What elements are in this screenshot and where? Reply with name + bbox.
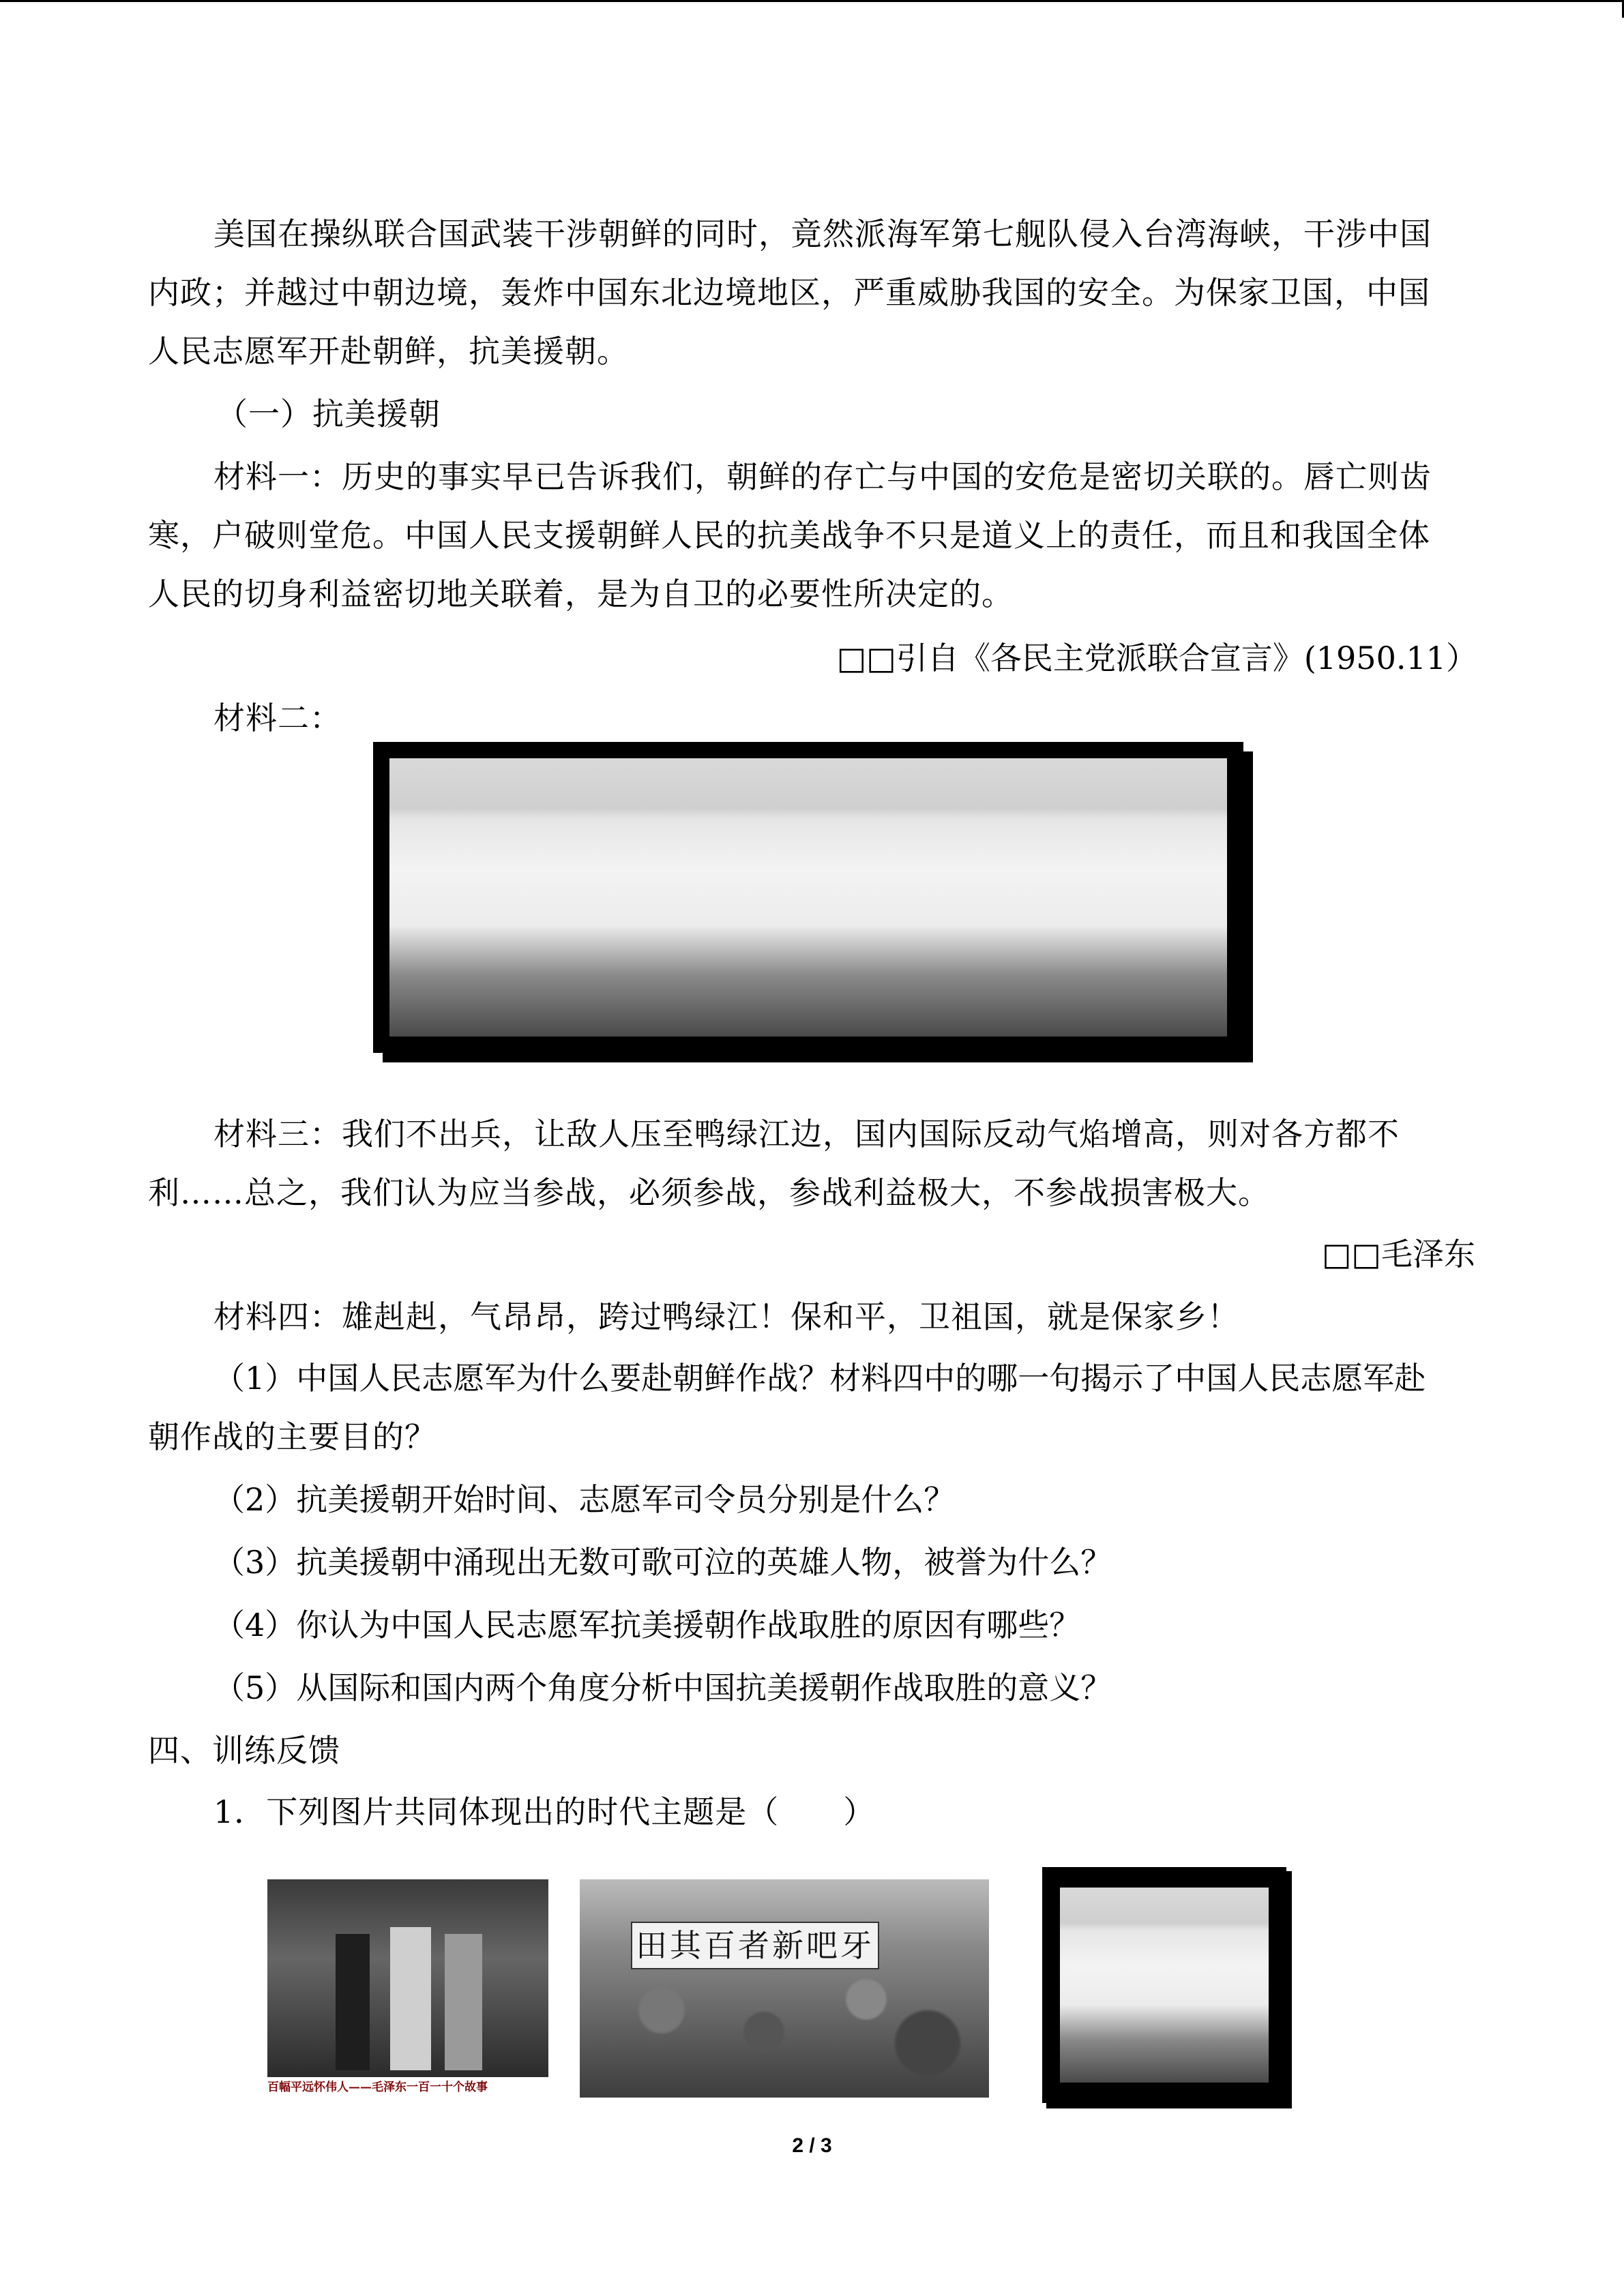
material3-line-1: 材料三：我们不出兵，让敌人压至鸭绿江边，国内国际反动气焰增高，则对各方都不	[213, 1116, 1400, 1152]
intro-line-1: 美国在操纵联合国武装干涉朝鲜的同时，竟然派海军第七舰队侵入台湾海峡，干涉中国	[213, 215, 1432, 252]
section-title: （一）抗美援朝	[216, 396, 441, 432]
river-crossing-image-small	[1060, 1888, 1269, 2083]
figure-silhouette	[336, 1934, 370, 2070]
crowd-banner-text: 田其百者新吧牙	[631, 1922, 879, 1969]
figure-silhouette	[445, 1934, 482, 2070]
material2-photo	[373, 742, 1253, 1062]
question-1-line-1: （1）中国人民志愿军为什么要赴朝鲜作战？材料四中的哪一句揭示了中国人民志愿军赴	[213, 1360, 1426, 1397]
photo-river-small	[1042, 1867, 1292, 2108]
material1-source: □□引自《各民主党派联合宣言》(1950.11）	[836, 640, 1477, 676]
top-border-line	[0, 0, 1624, 2]
photo1-caption: 百幅平远怀伟人——毛泽东一百一十个故事	[267, 2081, 488, 2094]
photo-crowd-banner	[580, 1879, 989, 2098]
material1-line-1: 材料一：历史的事实早已告诉我们，朝鲜的存亡与中国的安危是密切关联的。唇亡则齿	[213, 458, 1432, 495]
material3-source: □□毛泽东	[1322, 1236, 1475, 1272]
question-4: （4）你认为中国人民志愿军抗美援朝作战取胜的原因有哪些？	[213, 1607, 1081, 1643]
section4-title: 四、训练反馈	[148, 1732, 340, 1769]
page-number: 2 / 3	[792, 2134, 832, 2157]
material3-line-2: 利……总之，我们认为应当参战，必须参战，参战利益极大，不参战损害极大。	[148, 1174, 1270, 1211]
question-3: （3）抗美援朝中涌现出无数可歌可泣的英雄人物，被誉为什么？	[213, 1544, 1112, 1581]
question-2: （2）抗美援朝开始时间、志愿军司令员分别是什么？	[213, 1481, 956, 1518]
question-5: （5）从国际和国内两个角度分析中国抗美援朝作战取胜的意义？	[213, 1669, 1112, 1706]
material2-label: 材料二：	[213, 700, 342, 736]
material4-line-1: 材料四：雄赳赳，气昂昂，跨过鸭绿江！保和平，卫祖国，就是保家乡！	[213, 1298, 1239, 1335]
intro-line-3: 人民志愿军开赴朝鲜，抗美援朝。	[148, 333, 629, 370]
question-1-line-2: 朝作战的主要目的？	[148, 1418, 437, 1455]
photo-leaders	[267, 1879, 548, 2077]
exercise-1: 1．下列图片共同体现出的时代主题是（ ）	[213, 1793, 876, 1830]
material1-line-2: 寒，户破则堂危。中国人民支援朝鲜人民的抗美战争不只是道义上的责任，而且和我国全体	[148, 517, 1430, 554]
figure-silhouette	[390, 1927, 431, 2070]
river-crossing-image	[389, 758, 1227, 1037]
intro-line-2: 内政；并越过中朝边境，轰炸中国东北边境地区，严重威胁我国的安全。为保家卫国，中国	[148, 274, 1430, 311]
material1-line-3: 人民的切身利益密切地关联着，是为自卫的必要性所决定的。	[148, 576, 1014, 612]
